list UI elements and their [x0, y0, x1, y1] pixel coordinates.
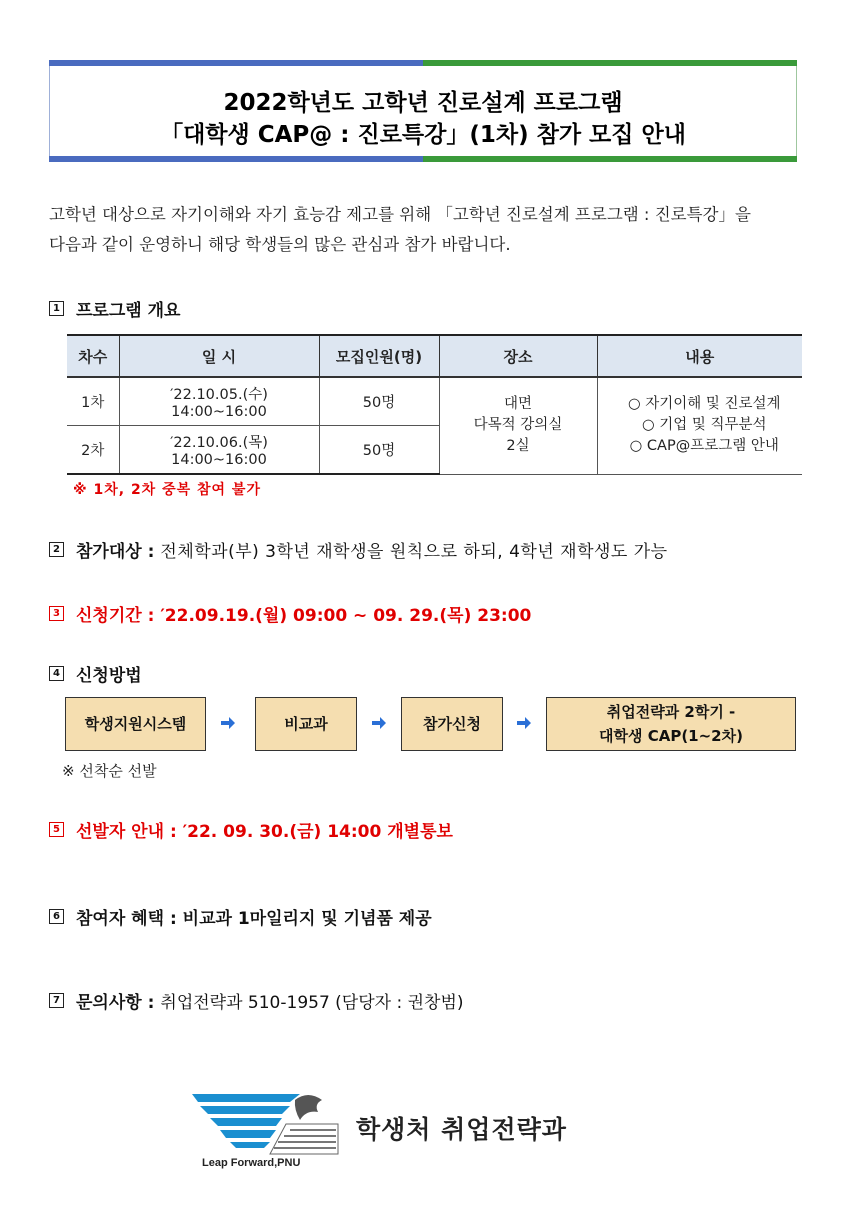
- header-capacity: 모집인원(명): [319, 335, 439, 377]
- content-line: ○ 기업 및 직무분석: [641, 417, 767, 434]
- section-title: 참여자 혜택 : 비교과 1마일리지 및 기념품 제공: [76, 909, 432, 929]
- section-benefits: [49, 904, 432, 929]
- cell-content: [597, 377, 802, 474]
- section-selection: [49, 817, 453, 842]
- table-note: ※ 1차, 2차 중복 참여 불가: [73, 482, 261, 498]
- section-number: 6: [49, 909, 64, 924]
- section-number: 4: [49, 666, 64, 681]
- venue-line: 2실: [506, 438, 530, 455]
- cell-datetime: ′22.10.06.(목) 14:00~16:00: [119, 426, 319, 475]
- section-title: 신청기간 : ′22.09.19.(월) 09:00 ~ 09. 29.(목) 23:00: [76, 606, 532, 626]
- intro-line2: 다음과 같이 운영하니 해당 학생들의 많은 관심과 참가 바랍니다.: [49, 235, 511, 254]
- section-number: 3: [49, 606, 64, 621]
- section-overview: [49, 296, 180, 321]
- pnu-eagle-logo: [190, 1090, 340, 1170]
- arrow-right-icon: [517, 717, 531, 729]
- flow-step-apply: 참가신청: [401, 697, 503, 751]
- flow-note: ※ 선착순 선발: [62, 762, 157, 780]
- intro-line1: 고학년 대상으로 자기이해와 자기 효능감 제고를 위해 「고학년 진로설계 프로그램 : 진로특강」을: [49, 205, 751, 224]
- logo-text: Leap Forward,PNU: [202, 1157, 301, 1169]
- flow-step-line: 취업전략과 2학기 -: [606, 703, 736, 721]
- section-text: 전체학과(부) 3학년 재학생을 원칙으로 하되, 4학년 재학생도 가능: [160, 542, 668, 562]
- cell-capacity: 50명: [319, 377, 439, 426]
- section-method: [49, 661, 142, 686]
- section-title: 참가대상 :: [76, 542, 155, 562]
- venue-line: 대면: [503, 396, 532, 413]
- venue-line: 다목적 강의실: [473, 417, 563, 434]
- header-datetime: 일 시: [119, 335, 319, 377]
- content-line: ○ 자기이해 및 진로설계: [627, 396, 781, 413]
- header-venue: 장소: [439, 335, 597, 377]
- section-title: 선발자 안내 : ′22. 09. 30.(금) 14:00 개별통보: [76, 822, 453, 842]
- section-title: 문의사항 :: [76, 993, 155, 1013]
- table-row: [67, 377, 802, 426]
- page-title-line2: 「대학생 CAP@ : 진로특강」(1차) 참가 모집 안내: [160, 122, 686, 148]
- section-title: 신청방법: [76, 666, 142, 686]
- section-number: 1: [49, 301, 64, 316]
- arrow-right-icon: [372, 717, 386, 729]
- header-round: 차수: [67, 335, 119, 377]
- section-number: 2: [49, 542, 64, 557]
- intro-paragraph: [49, 200, 809, 260]
- cell-round: 2차: [67, 426, 119, 475]
- flow-step-cap-program: [546, 697, 796, 751]
- header-content: 내용: [597, 335, 802, 377]
- flow-step-line: 대학생 CAP(1~2차): [599, 727, 743, 745]
- title-box: [49, 60, 797, 162]
- section-contact: [49, 988, 464, 1013]
- section-number: 5: [49, 822, 64, 837]
- section-text: 취업전략과 510-1957 (담당자 : 권창범): [160, 993, 464, 1013]
- section-period: [49, 601, 531, 626]
- arrow-right-icon: [221, 717, 235, 729]
- section-target: [49, 537, 668, 562]
- section-number: 7: [49, 993, 64, 1008]
- section-title: 프로그램 개요: [76, 301, 181, 321]
- cell-datetime: ′22.10.05.(수) 14:00~16:00: [119, 377, 319, 426]
- content-line: ○ CAP@프로그램 안내: [629, 438, 779, 455]
- flow-step-student-system: 학생지원시스템: [65, 697, 206, 751]
- cell-venue: [439, 377, 597, 474]
- table-header-row: [67, 335, 802, 377]
- department-name: 학생처 취업전략과: [356, 1115, 567, 1144]
- cell-capacity: 50명: [319, 426, 439, 475]
- title-bottom-bar: [49, 156, 797, 162]
- page-title-line1: 2022학년도 고학년 진로설계 프로그램: [223, 90, 623, 116]
- flow-step-extracurricular: 비교과: [255, 697, 357, 751]
- cell-round: 1차: [67, 377, 119, 426]
- title-top-bar: [49, 60, 797, 66]
- overview-table: [67, 334, 802, 475]
